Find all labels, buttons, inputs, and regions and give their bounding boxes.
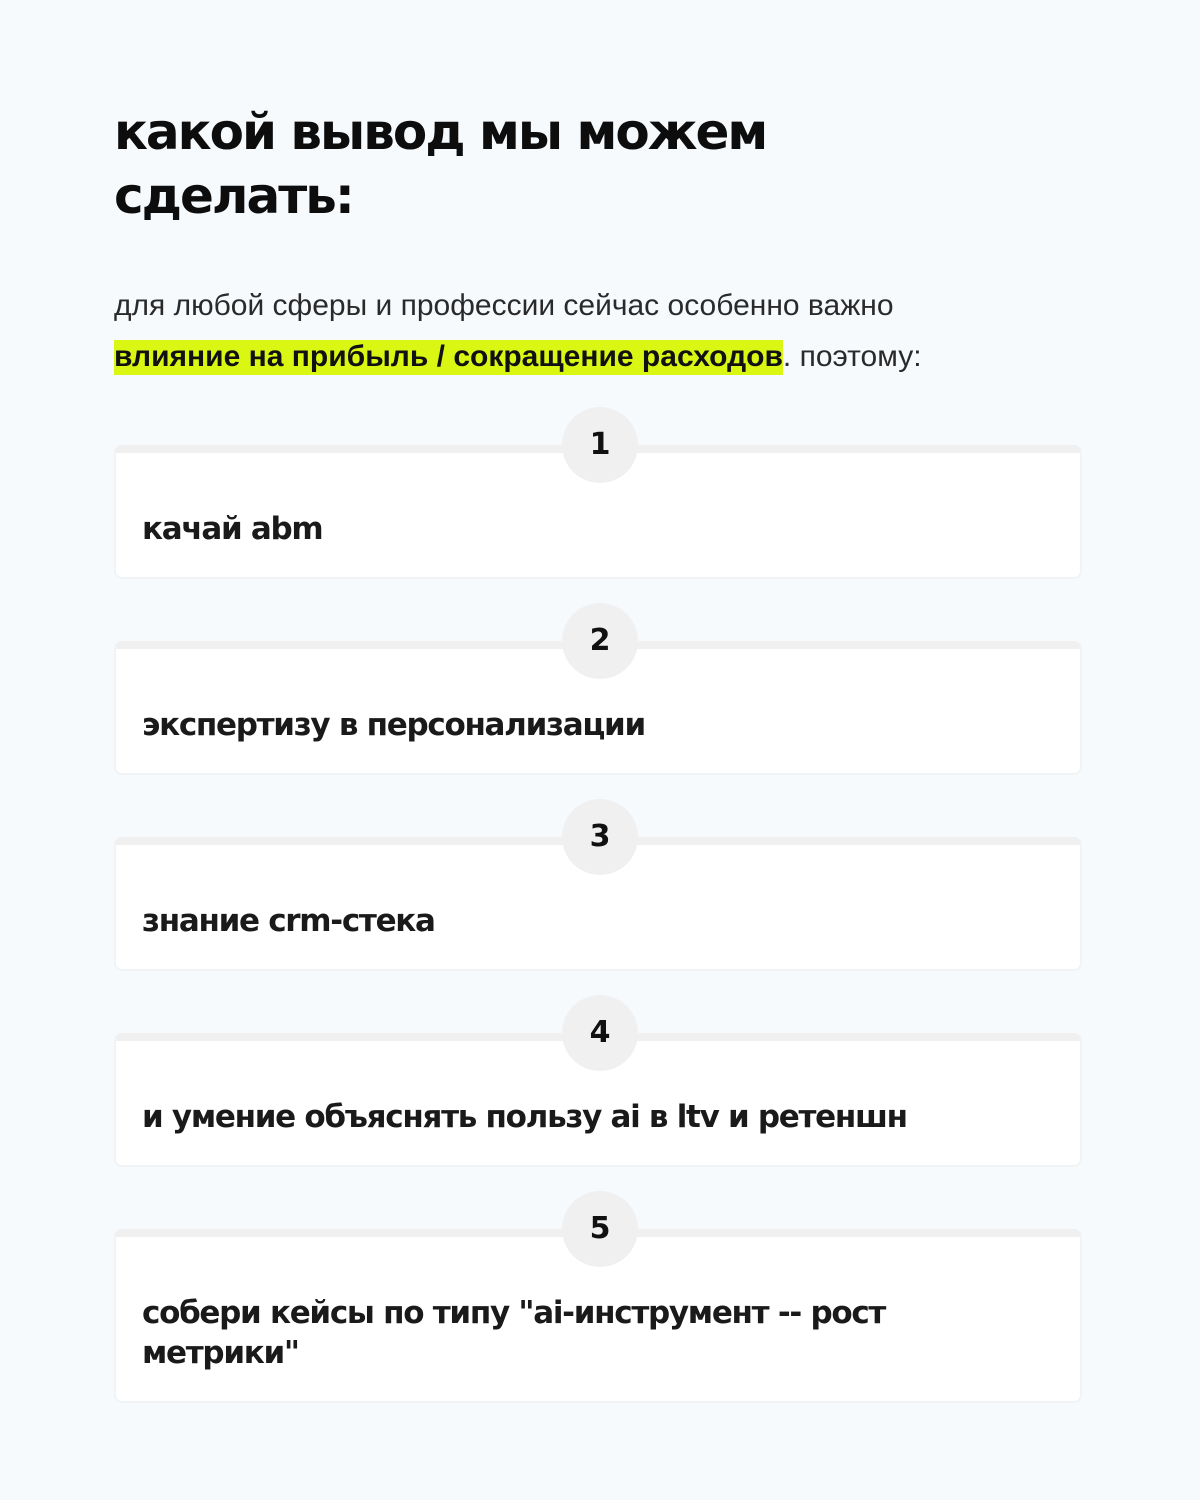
intro-text-end: . поэтому:: [782, 340, 922, 373]
page-title: какой вывод мы можем сделать:: [114, 103, 767, 225]
item-number-badge: 5: [562, 1191, 638, 1267]
item-number-badge: 4: [562, 995, 638, 1071]
list-item: [114, 995, 1086, 1167]
list-item: [114, 407, 1086, 579]
item-text: и умение объяснять пользу ai в ltv и ретеншн: [142, 1099, 907, 1135]
list-item: [114, 1191, 1086, 1403]
item-text: экспертизу в персонализации: [142, 707, 645, 743]
intro-highlight: влияние на прибыль / сокращение расходов: [114, 340, 783, 373]
item-text: качай abm: [142, 511, 323, 547]
item-number-badge: 3: [562, 799, 638, 875]
list-item: [114, 799, 1086, 971]
page-content: [114, 0, 1086, 1500]
item-number-badge: 2: [562, 603, 638, 679]
item-number-badge: 1: [562, 407, 638, 483]
intro-paragraph: [114, 280, 1086, 382]
item-text: знание crm-стека: [142, 903, 435, 939]
list-item: [114, 603, 1086, 775]
intro-text: для любой сферы и профессии сейчас особенно важно: [114, 289, 894, 322]
item-text: собери кейсы по типу "ai-инструмент -- рост метрики": [142, 1295, 886, 1371]
